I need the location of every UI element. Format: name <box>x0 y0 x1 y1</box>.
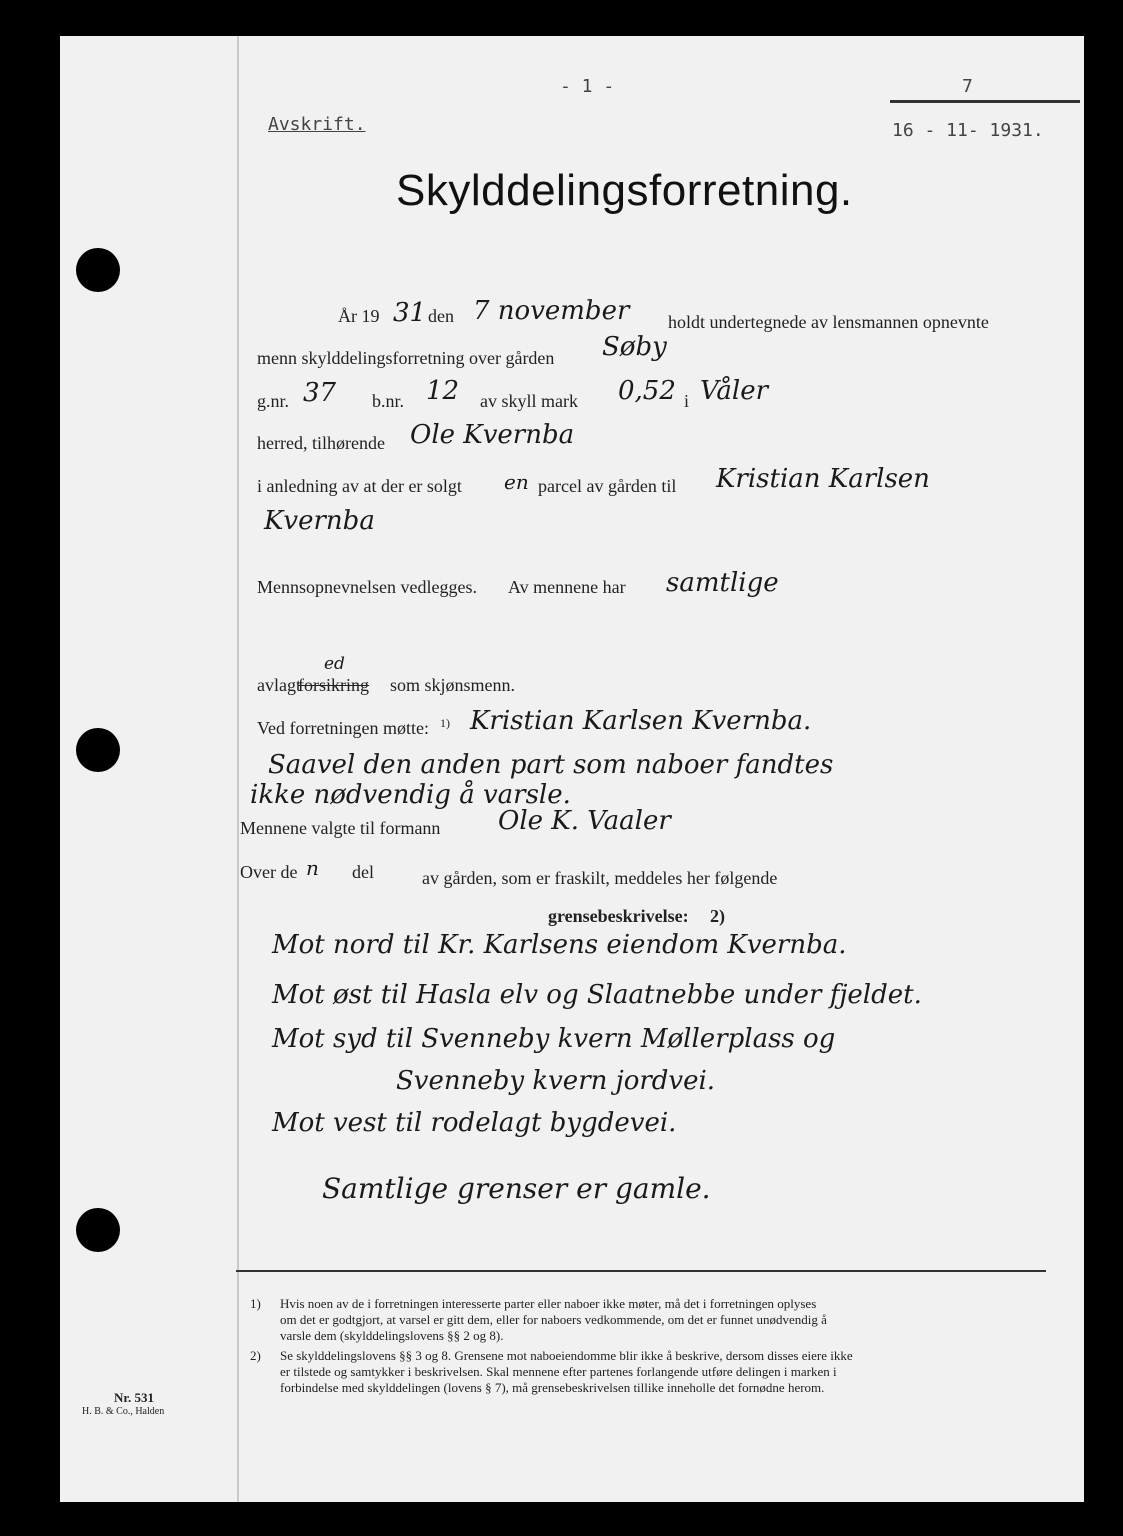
line2-prefix: menn skylddelingsforretning over gården <box>257 348 555 368</box>
closing-handwritten: Samtlige grenser er gamle. <box>322 1172 711 1205</box>
inserted-word-handwritten: ed <box>324 654 345 674</box>
struck-word: forsikring <box>298 675 369 695</box>
grense-label: grensebeskrivelse: <box>548 906 689 926</box>
line6-prefix: Mennsopnevnelsen vedlegges. <box>257 577 477 597</box>
herred-handwritten: Våler <box>700 376 769 406</box>
page-title: Skylddelingsforretning. <box>396 166 853 215</box>
printer-name: H. B. & Co., Halden <box>82 1406 165 1417</box>
line6-mid: Av mennene har <box>508 577 626 597</box>
document-date: 16 - 11- 1931. <box>892 120 1044 141</box>
footnote-line: er tilstede og samtykker i beskrivelsen. Skal mennene efter partenes forlangende utføre delingen i marken i <box>280 1364 837 1379</box>
line11-prefix: Mennene valgte til formann <box>240 818 441 838</box>
skyld-label: av skyll mark <box>480 391 578 411</box>
document-page <box>60 36 1084 1502</box>
buyer-continued-handwritten: Kvernba <box>264 506 375 536</box>
i-label: i <box>684 391 690 411</box>
boundary-line: Svenneby kvern jordvei. <box>396 1066 716 1096</box>
line4-prefix: herred, tilhørende <box>257 433 385 453</box>
boundary-line: Mot nord til Kr. Karlsens eiendom Kvernba. <box>272 930 847 960</box>
line5-mid: parcel av gården til <box>538 476 677 496</box>
margin-line <box>237 36 239 1502</box>
footnote-line: Hvis noen av de i forretningen interesserte parter eller naboer ikke møter, må det i forretningen oplyses <box>280 1296 817 1311</box>
avskrift-label: Avskrift. <box>268 114 366 135</box>
line7-prefix: avlagt <box>257 675 301 695</box>
footnote-number: 1) <box>250 1296 261 1311</box>
footnote-number: 2) <box>250 1348 261 1363</box>
mark-handwritten: 0,52 <box>618 376 676 406</box>
gnr-label: g.nr. <box>257 391 290 411</box>
footnote-line: Se skylddelingslovens §§ 3 og 8. Grensene mot naboeiendomme blir ikke å beskrive, dersom disses eiere ikke <box>280 1348 853 1363</box>
line7-suffix: som skjønsmenn. <box>390 675 516 695</box>
boundary-line: Mot vest til rodelagt bygdevei. <box>272 1108 677 1138</box>
who-handwritten: samtlige <box>666 568 779 598</box>
gnr-handwritten: 37 <box>303 378 337 408</box>
footnote-marker-1: 1) <box>440 716 450 730</box>
bnr-label: b.nr. <box>372 391 405 411</box>
line12-handwritten: n <box>306 856 319 880</box>
date-handwritten: 7 november <box>473 296 630 326</box>
footnote-line: forbindelse med skylddelingen (lovens § 7), må grensebeskrivelsen tillike inneholle det fornødne herom. <box>280 1380 825 1395</box>
punch-hole <box>76 248 120 292</box>
form-number: Nr. 531 <box>114 1390 154 1405</box>
header-rule <box>890 100 1080 103</box>
note-line-1-handwritten: Saavel den anden part som naboer fandtes <box>268 750 834 780</box>
year-prefix: År 19 <box>338 306 380 326</box>
note-line-2-handwritten: ikke nødvendig å varsle. <box>250 780 571 810</box>
footnote-line: varsle dem (skylddelingslovens §§ 2 og 8). <box>280 1328 504 1343</box>
line12-b: del <box>352 862 374 882</box>
line8-prefix: Ved forretningen møtte: <box>257 718 429 738</box>
line5-prefix: i anledning av at der er solgt <box>257 476 462 496</box>
boundary-line: Mot syd til Svenneby kvern Møllerplass og <box>272 1024 836 1054</box>
footnote-marker-2: 2) <box>710 906 725 926</box>
chair-handwritten: Ole K. Vaaler <box>498 806 671 836</box>
punch-hole <box>76 728 120 772</box>
attendee-handwritten: Kristian Karlsen Kvernba. <box>470 706 812 736</box>
sheet-number: 7 <box>962 76 973 97</box>
footnote-line: om det er godtgjort, at varsel er gitt dem, eller for naboers vedkommende, om det er funnet unødvendig å <box>280 1312 827 1327</box>
bnr-handwritten: 12 <box>426 376 460 406</box>
footnote-divider <box>236 1270 1046 1272</box>
owner-handwritten: Ole Kvernba <box>410 420 575 450</box>
buyer-handwritten: Kristian Karlsen <box>716 464 930 494</box>
punch-hole <box>76 1208 120 1252</box>
line12-a: Over de <box>240 862 298 882</box>
count-handwritten: en <box>504 470 529 494</box>
line1-suffix: holdt undertegnede av lensmannen opnevnte <box>668 312 989 332</box>
farm-handwritten: Søby <box>602 332 667 362</box>
year-handwritten: 31 <box>393 298 427 328</box>
line12-c: av gården, som er fraskilt, meddeles her følgende <box>422 868 778 888</box>
den-label: den <box>428 306 454 326</box>
boundary-line: Mot øst til Hasla elv og Slaatnebbe under fjeldet. <box>272 980 922 1010</box>
page-number: - 1 - <box>560 76 615 97</box>
